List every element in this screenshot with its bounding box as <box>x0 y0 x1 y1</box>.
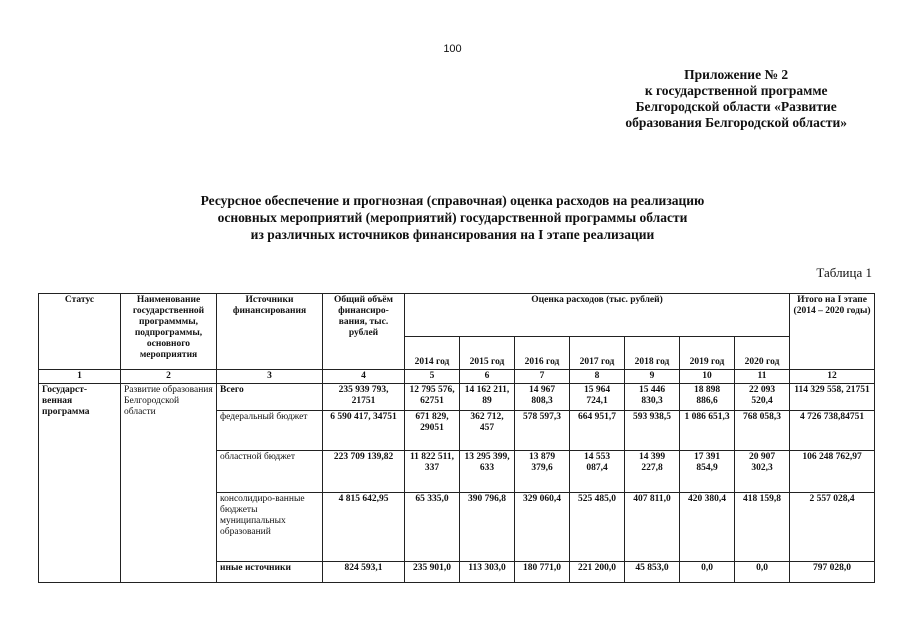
total-cell: 824 593,1 <box>323 562 405 583</box>
document-title <box>0 192 905 243</box>
year-cell: 17 391 854,9 <box>680 451 735 493</box>
year-cell: 525 485,0 <box>570 493 625 562</box>
year-cell: 22 093 520,4 <box>735 384 790 411</box>
year-cell: 768 058,3 <box>735 411 790 451</box>
year-cell: 390 796,8 <box>460 493 515 562</box>
year-cell: 14 162 211, 89 <box>460 384 515 411</box>
column-number: 4 <box>323 370 405 384</box>
year-cell: 407 811,0 <box>625 493 680 562</box>
header-year: 2015 год <box>460 337 515 370</box>
year-cell: 671 829, 29051 <box>405 411 460 451</box>
year-cell: 20 907 302,3 <box>735 451 790 493</box>
source-cell: иные источники <box>217 562 323 583</box>
year-cell: 14 967 808,3 <box>515 384 570 411</box>
year-cell: 65 335,0 <box>405 493 460 562</box>
year-cell: 593 938,5 <box>625 411 680 451</box>
year-cell: 0,0 <box>680 562 735 583</box>
year-cell: 15 446 830,3 <box>625 384 680 411</box>
year-cell: 13 295 399, 633 <box>460 451 515 493</box>
year-cell: 13 879 379,6 <box>515 451 570 493</box>
program-name-cell: Развитие образования Белгородской области <box>121 384 217 583</box>
total-cell: 235 939 793, 21751 <box>323 384 405 411</box>
stage-total-cell: 797 028,0 <box>790 562 875 583</box>
header-year: 2016 год <box>515 337 570 370</box>
year-cell: 113 303,0 <box>460 562 515 583</box>
year-cell: 0,0 <box>735 562 790 583</box>
stage-total-cell: 114 329 558, 21751 <box>790 384 875 411</box>
total-cell: 223 709 139,82 <box>323 451 405 493</box>
source-cell: консолидиро-ванные бюджеты муниципальных образований <box>217 493 323 562</box>
column-number: 7 <box>515 370 570 384</box>
header-year: 2018 год <box>625 337 680 370</box>
status-cell: Государст-венная программа <box>39 384 121 583</box>
year-cell: 578 597,3 <box>515 411 570 451</box>
year-cell: 11 822 511, 337 <box>405 451 460 493</box>
year-cell: 180 771,0 <box>515 562 570 583</box>
column-number-row <box>39 370 875 384</box>
column-number: 6 <box>460 370 515 384</box>
year-cell: 12 795 576, 62751 <box>405 384 460 411</box>
header-year: 2020 год <box>735 337 790 370</box>
column-number: 5 <box>405 370 460 384</box>
year-cell: 14 553 087,4 <box>570 451 625 493</box>
year-cell: 18 898 886,6 <box>680 384 735 411</box>
appendix-heading <box>625 67 847 131</box>
header-year: 2014 год <box>405 337 460 370</box>
header-stage-total: Итого на I этапе (2014 – 2020 годы) <box>790 294 875 370</box>
column-number: 2 <box>121 370 217 384</box>
title-line: из различных источников финансирования на I этапе реализации <box>250 227 655 242</box>
header-status: Статус <box>39 294 121 370</box>
table-row <box>39 384 875 411</box>
year-cell: 14 399 227,8 <box>625 451 680 493</box>
year-cell: 1 086 651,3 <box>680 411 735 451</box>
header-name: Наименование государственной программмы, подпрограммы, основного мероприятия <box>121 294 217 370</box>
year-cell: 45 853,0 <box>625 562 680 583</box>
budget-table <box>38 293 875 583</box>
header-total: Общий объём финансиро-вания, тыс. рублей <box>323 294 405 370</box>
year-cell: 664 951,7 <box>570 411 625 451</box>
appendix-line: образования Белгородской области» <box>625 115 847 130</box>
column-number: 10 <box>680 370 735 384</box>
title-line: Ресурсное обеспечение и прогнозная (справочная) оценка расходов на реализацию <box>200 193 705 208</box>
year-cell: 418 159,8 <box>735 493 790 562</box>
year-cell: 420 380,4 <box>680 493 735 562</box>
total-cell: 6 590 417, 34751 <box>323 411 405 451</box>
header-estimate: Оценка расходов (тыс. рублей) <box>405 294 790 337</box>
column-number: 11 <box>735 370 790 384</box>
column-number: 9 <box>625 370 680 384</box>
source-cell: Всего <box>217 384 323 411</box>
title-line: основных мероприятий (мероприятий) государственной программы области <box>217 210 688 225</box>
source-cell: федеральный бюджет <box>217 411 323 451</box>
total-cell: 4 815 642,95 <box>323 493 405 562</box>
year-cell: 15 964 724,1 <box>570 384 625 411</box>
year-cell: 362 712, 457 <box>460 411 515 451</box>
column-number: 3 <box>217 370 323 384</box>
appendix-line: Белгородской области «Развитие <box>635 99 837 114</box>
stage-total-cell: 106 248 762,97 <box>790 451 875 493</box>
header-year: 2019 год <box>680 337 735 370</box>
header-sources: Источники финансирования <box>217 294 323 370</box>
year-cell: 221 200,0 <box>570 562 625 583</box>
appendix-line: к государственной программе <box>644 83 828 98</box>
year-cell: 329 060,4 <box>515 493 570 562</box>
appendix-line: Приложение № 2 <box>684 67 789 82</box>
table-caption: Таблица 1 <box>816 265 872 280</box>
column-number: 1 <box>39 370 121 384</box>
column-number: 8 <box>570 370 625 384</box>
stage-total-cell: 2 557 028,4 <box>790 493 875 562</box>
page-number: 100 <box>443 43 462 55</box>
source-cell: областной бюджет <box>217 451 323 493</box>
year-cell: 235 901,0 <box>405 562 460 583</box>
stage-total-cell: 4 726 738,84751 <box>790 411 875 451</box>
header-year: 2017 год <box>570 337 625 370</box>
column-number: 12 <box>790 370 875 384</box>
